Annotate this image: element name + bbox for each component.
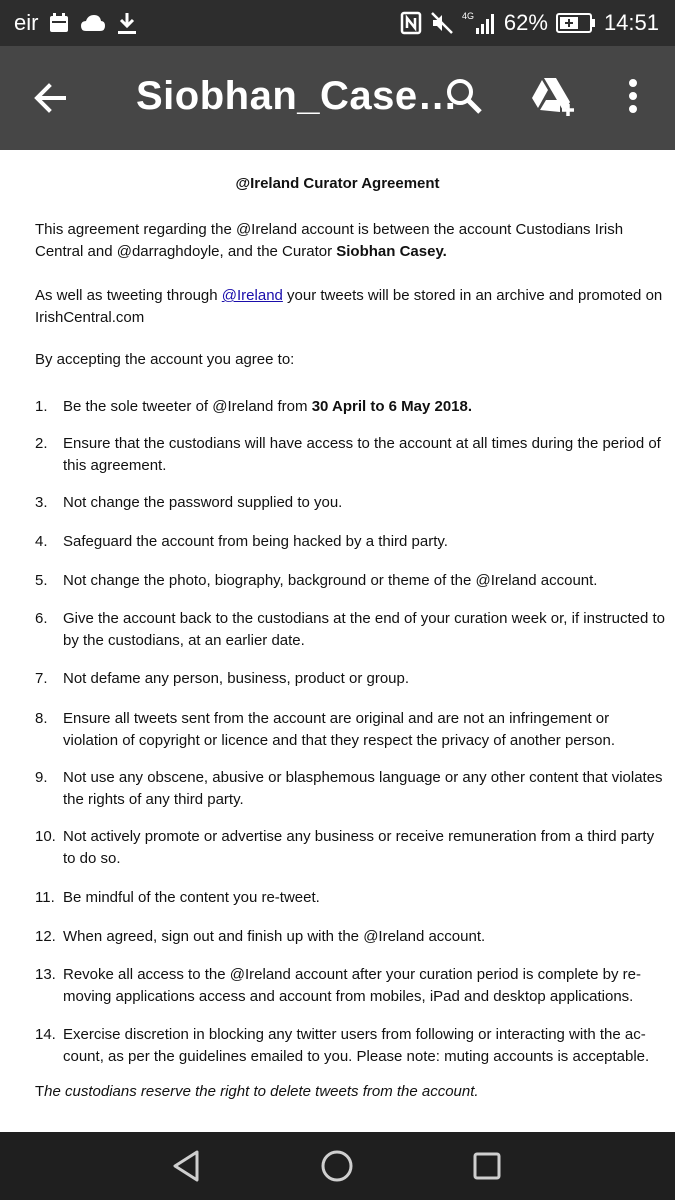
item-number: 12. <box>35 928 56 945</box>
agreement-heading: @Ireland Curator Agreement <box>235 175 440 192</box>
item-text: Be mindful of the content you re-tweet. <box>63 889 320 906</box>
ireland-link[interactable]: @Ireland <box>221 287 283 304</box>
back-arrow-icon[interactable] <box>30 78 70 118</box>
item-text: Not actively promote or advertise any business or receive remuneration from a third party to do so. <box>63 828 655 867</box>
battery-percent: 62% <box>503 10 548 35</box>
agree-intro: By accepting the account you agree to: <box>35 351 295 368</box>
nav-home-icon[interactable] <box>317 1146 357 1186</box>
nav-recents-icon[interactable] <box>467 1146 507 1186</box>
curation-dates: 30 April to 6 May 2018. <box>311 398 473 415</box>
footer-note <box>35 1081 479 1103</box>
item-text: When agreed, sign out and finish up with the @Ireland account. <box>63 928 486 945</box>
item-text: Give the account back to the custodians at the end of your curation week or, if instructed to by the custodians, at an earlier date. <box>63 610 666 649</box>
search-icon[interactable] <box>444 76 484 116</box>
battery-icon <box>556 12 596 34</box>
item-text: Safeguard the account from being hacked by a third party. <box>63 533 448 550</box>
item-text: Not use any obscene, abusive or blasphemous language or any other content that violates the rights of any third party. <box>63 769 663 808</box>
item-text-pre: Be the sole tweeter of @Ireland from <box>63 398 312 415</box>
signal-icon <box>462 10 496 36</box>
nav-back-icon[interactable] <box>167 1146 207 1186</box>
document-title: Siobhan_Case… <box>136 74 459 118</box>
footer-italic-text: he custodians reserve the right to delete tweets from the account. <box>44 1083 479 1100</box>
item-text: Ensure all tweets sent from the account are original and are not an infringement or violation of copyright or licence and that they respect the privacy of another person. <box>63 710 615 749</box>
more-vert-icon[interactable] <box>618 76 648 116</box>
item-text: Exercise discretion in blocking any twitter users from following or interacting with the ac-count, as per the guidelines emailed to you. Please note: muting accounts is acceptable. <box>63 1026 650 1065</box>
item-number: 13. <box>35 966 56 983</box>
item-number: 9. <box>35 769 48 786</box>
item-number: 7. <box>35 670 48 687</box>
carrier-label: eir <box>14 10 39 35</box>
item-number: 5. <box>35 572 48 589</box>
item-text: Not defame any person, business, product or group. <box>63 670 410 687</box>
mute-icon <box>430 11 454 35</box>
tweeting-text: As well as tweeting through <box>35 287 222 304</box>
document-viewer[interactable] <box>0 150 675 1132</box>
item-number: 6. <box>35 610 48 627</box>
item-text: Not change the password supplied to you. <box>63 494 343 511</box>
calendar-icon <box>48 12 70 34</box>
clock: 14:51 <box>603 10 659 35</box>
tweeting-paragraph <box>35 285 665 329</box>
item-number: 14. <box>35 1026 56 1043</box>
item-number: 4. <box>35 533 48 550</box>
item-text: Revoke all access to the @Ireland account after your curation period is complete by re-moving applications access and account from mobiles, iPad and desktop applications. <box>63 966 642 1005</box>
item-number: 10. <box>35 828 56 845</box>
cloud-icon <box>80 13 106 33</box>
download-icon <box>116 11 138 35</box>
tweeting-text-end: your tweets will be stored in an archive and promoted on IrishCentral.com <box>35 287 663 326</box>
system-nav-bar <box>0 1132 675 1200</box>
network-label: 4G <box>461 11 474 21</box>
item-text: Ensure that the custodians will have access to the account at all times during the period of this agreement. <box>63 435 661 474</box>
item-text: Not change the photo, biography, background or theme of the @Ireland account. <box>63 572 598 589</box>
intro-paragraph <box>35 219 665 263</box>
add-to-drive-icon[interactable] <box>530 74 576 118</box>
nfc-icon <box>400 11 422 35</box>
intro-text: This agreement regarding the @Ireland account is between the account Custodians Irish Central and @darraghdoyle, and the Curator <box>35 221 624 260</box>
item-text <box>63 396 668 418</box>
footer-first-letter: T <box>35 1083 45 1100</box>
item-number: 11. <box>35 889 55 906</box>
item-number: 2. <box>35 435 48 452</box>
item-number: 1. <box>35 398 48 415</box>
app-toolbar <box>0 46 675 150</box>
status-bar <box>0 0 675 46</box>
curator-name: Siobhan Casey. <box>336 243 447 260</box>
item-number: 8. <box>35 710 48 727</box>
item-number: 3. <box>35 494 48 511</box>
